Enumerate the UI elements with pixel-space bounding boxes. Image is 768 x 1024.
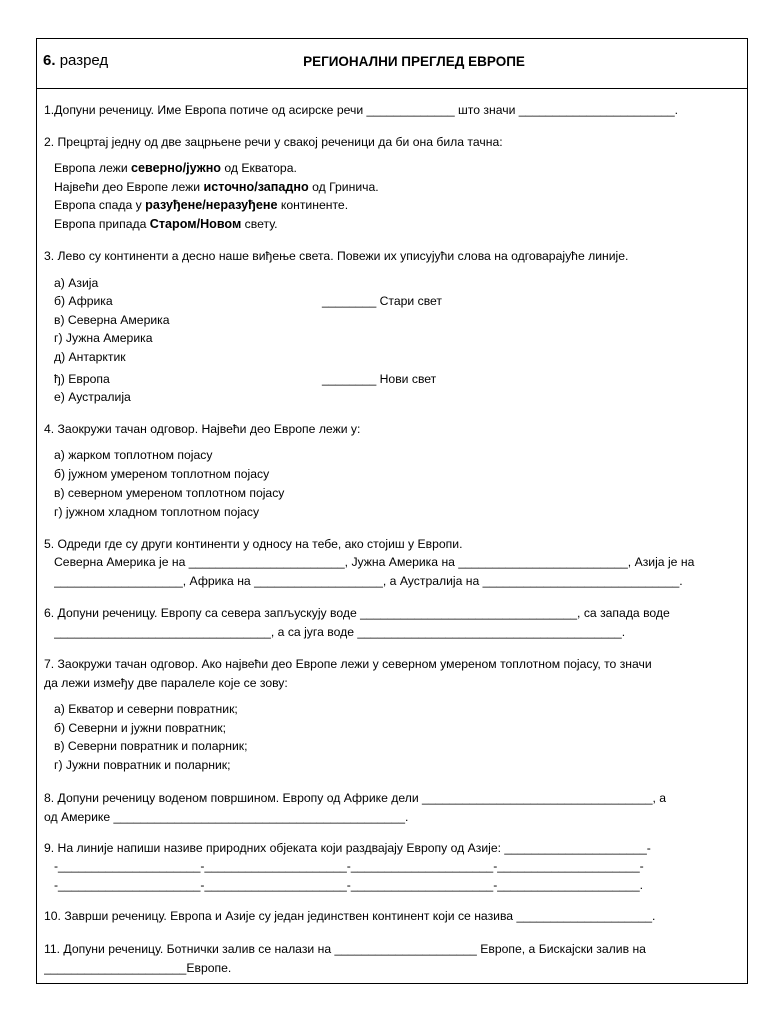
question-2-sentence-2: Највећи део Европе лежи источно/западно од Гринича. <box>54 180 379 194</box>
question-9-line-1: 9. На линије напиши називе природних објеката који раздвајају Европу од Азије: _____________________- <box>44 841 651 855</box>
question-6-line-2: ________________________________, а са југа воде _______________________________________. <box>54 625 626 639</box>
question-2-sentence-3: Европа спада у разуђене/неразуђене континенте. <box>54 198 349 212</box>
list-item: б) Африка <box>54 294 113 308</box>
list-item: б) јужном умереном топлотном појасу <box>54 467 270 481</box>
page-title: РЕГИОНАЛНИ ПРЕГЛЕД ЕВРОПЕ <box>303 54 525 69</box>
question-1: 1.Допуни реченицу. Име Европа потиче од асирске речи _____________ што значи _______________________. <box>44 103 679 117</box>
list-item: е) Аустралија <box>54 390 131 404</box>
grade-number: 6. <box>43 52 56 69</box>
question-2-sentence-1: Европа лежи северно/јужно од Екватора. <box>54 161 297 175</box>
worksheet <box>36 38 748 984</box>
question-7-line-2: да лежи између две паралеле које се зову: <box>44 676 288 690</box>
grade-word: разред <box>59 52 109 69</box>
question-5-line-2: Северна Америка је на _______________________, Јужна Америка на _________________________, Азија је на <box>54 555 695 569</box>
list-item: в) северном умереном топлотном појасу <box>54 486 285 500</box>
question-3-prompt: 3. Лево су континенти а десно наше виђење света. Повежи их уписујући слова на одговарајуће линије. <box>44 249 629 263</box>
question-2-prompt: 2. Прецртај једну од две зацрњене речи у свакој реченици да би она била тачна: <box>44 135 503 149</box>
list-item: а) Екватор и северни повратник; <box>54 702 238 716</box>
question-10: 10. Заврши реченицу. Европа и Азије су један јединствен континент који се назива ____________________. <box>44 909 656 923</box>
list-item: а) Азија <box>54 276 99 290</box>
list-item: б) Северни и јужни повратник; <box>54 721 227 735</box>
question-8-line-1: 8. Допуни реченицу воденом површином. Европу од Африке дели __________________________________, а <box>44 791 667 805</box>
old-world-line: ________ Стари свет <box>322 294 442 308</box>
question-2-sentence-4: Европа припада Старом/Новом свету. <box>54 217 278 231</box>
list-item: д) Антарктик <box>54 350 126 364</box>
new-world-line: ________ Нови свет <box>322 372 437 386</box>
worksheet-header <box>37 39 747 89</box>
question-4-prompt: 4. Заокружи тачан одговор. Највећи део Европе лежи у: <box>44 422 361 436</box>
list-item: г) јужном хладном топлотном појасу <box>54 505 260 519</box>
list-item: ђ) Европа <box>54 372 110 386</box>
question-7-line-1: 7. Заокружи тачан одговор. Ако највећи део Европе лежи у северном умереном топлотном појасу, то значи <box>44 657 652 671</box>
question-9-line-3: -_____________________-_____________________-_____________________-_____________________. <box>54 878 643 892</box>
question-5-line-3: ___________________, Африка на ___________________, а Аустралија на _____________________________. <box>54 574 683 588</box>
list-item: в) Северна Америка <box>54 313 170 327</box>
list-item: г) Јужна Америка <box>54 331 153 345</box>
question-5-line-1: 5. Одреди где су други континенти у односу на тебе, ако стојиш у Европи. <box>44 537 463 551</box>
question-6-line-1: 6. Допуни реченицу. Европу са севера запљускују воде ________________________________, са запада воде <box>44 606 670 620</box>
list-item: в) Северни повратник и поларник; <box>54 739 248 753</box>
question-9-line-2: -_____________________-_____________________-_____________________-_____________________- <box>54 859 644 873</box>
question-11-line-2: _____________________Европе. <box>44 961 232 975</box>
list-item: г) Јужни повратник и поларник; <box>54 758 231 772</box>
list-item: а) жарком топлотном појасу <box>54 448 213 462</box>
question-11-line-1: 11. Допуни реченицу. Ботнички залив се налази на _____________________ Европе, а Бискајски залив на <box>44 942 646 956</box>
question-8-line-2: од Америке ___________________________________________. <box>44 810 409 824</box>
